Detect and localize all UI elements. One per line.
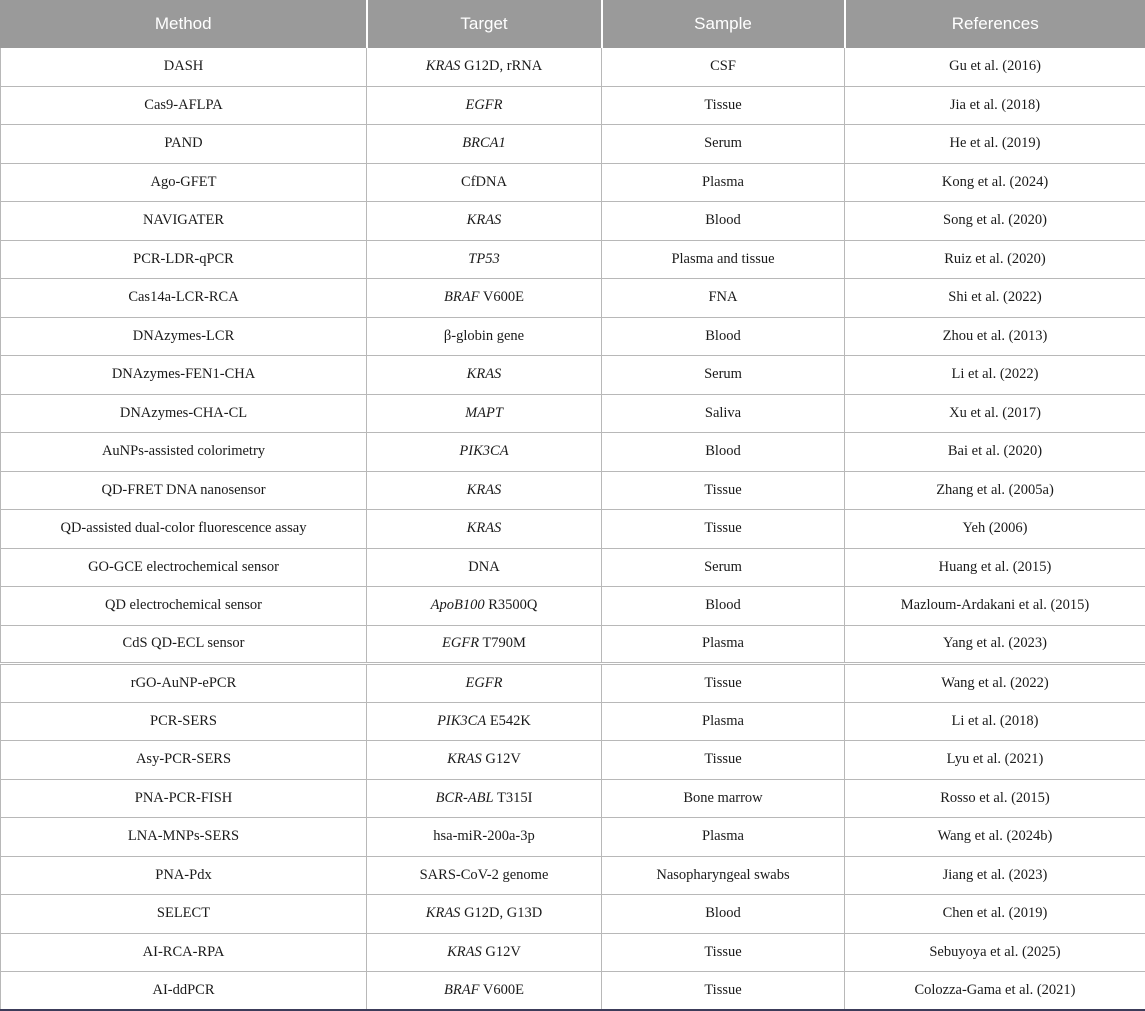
table-row xyxy=(1,972,1145,1011)
table-row xyxy=(1,471,1145,510)
sample-cell: Plasma xyxy=(602,625,845,664)
table-row xyxy=(1,86,1145,125)
method-cell: PCR-LDR-qPCR xyxy=(1,240,367,279)
table-row xyxy=(1,356,1145,395)
sample-cell: Blood xyxy=(602,433,845,472)
table-row xyxy=(1,394,1145,433)
gene-name-italic: ApoB100 xyxy=(431,597,485,613)
target-cell xyxy=(367,202,602,241)
sample-cell: Tissue xyxy=(602,972,845,1011)
target-cell: hsa-miR-200a-3p xyxy=(367,818,602,857)
method-cell: PNA-Pdx xyxy=(1,856,367,895)
gene-name-italic: EGFR xyxy=(465,97,502,113)
sample-cell: Bone marrow xyxy=(602,779,845,818)
table-row xyxy=(1,895,1145,934)
target-cell: PIK3CA E542K xyxy=(367,702,602,741)
gene-name-italic: KRAS xyxy=(467,482,502,498)
gene-name-italic: MAPT xyxy=(465,405,503,421)
gene-name-italic: KRAS xyxy=(467,212,502,228)
table-row xyxy=(1,202,1145,241)
gene-name-italic: KRAS xyxy=(426,905,461,921)
method-cell: CdS QD-ECL sensor xyxy=(1,625,367,664)
table-row xyxy=(1,741,1145,780)
column-header-references: References xyxy=(845,1,1145,48)
method-cell: PAND xyxy=(1,125,367,164)
method-cell: DNAzymes-LCR xyxy=(1,317,367,356)
target-cell xyxy=(367,433,602,472)
sample-cell: Tissue xyxy=(602,86,845,125)
target-cell: BRAF V600E xyxy=(367,279,602,318)
method-cell: Asy-PCR-SERS xyxy=(1,741,367,780)
method-cell: LNA-MNPs-SERS xyxy=(1,818,367,857)
gene-name-italic: KRAS xyxy=(447,751,482,767)
column-header-sample: Sample xyxy=(602,1,845,48)
table-row xyxy=(1,702,1145,741)
gene-name-italic: BCR-ABL xyxy=(436,790,494,806)
reference-cell: Li et al. (2018) xyxy=(845,702,1145,741)
reference-cell: Yang et al. (2023) xyxy=(845,625,1145,664)
target-cell: SARS-CoV-2 genome xyxy=(367,856,602,895)
method-cell: PNA-PCR-FISH xyxy=(1,779,367,818)
gene-name-italic: TP53 xyxy=(468,251,499,267)
gene-name-italic: KRAS xyxy=(426,58,461,74)
table-body xyxy=(1,48,1145,1011)
sample-cell: Blood xyxy=(602,202,845,241)
target-cell xyxy=(367,510,602,549)
sample-cell: Tissue xyxy=(602,664,845,703)
gene-name-italic: PIK3CA xyxy=(437,713,486,729)
gene-name-italic: BRAF xyxy=(444,982,479,998)
sample-cell: Nasopharyngeal swabs xyxy=(602,856,845,895)
method-cell: QD electrochemical sensor xyxy=(1,587,367,626)
table-row xyxy=(1,779,1145,818)
target-cell: CfDNA xyxy=(367,163,602,202)
sample-cell: Saliva xyxy=(602,394,845,433)
reference-cell: Jiang et al. (2023) xyxy=(845,856,1145,895)
reference-cell: Sebuyoya et al. (2025) xyxy=(845,933,1145,972)
table-row xyxy=(1,625,1145,664)
sample-cell: Tissue xyxy=(602,741,845,780)
target-cell: KRAS G12V xyxy=(367,933,602,972)
gene-name-italic: BRAF xyxy=(444,289,479,305)
reference-cell: Jia et al. (2018) xyxy=(845,86,1145,125)
sample-cell: Plasma xyxy=(602,818,845,857)
table-row xyxy=(1,664,1145,703)
target-cell xyxy=(367,356,602,395)
target-cell: BCR-ABL T315I xyxy=(367,779,602,818)
reference-cell: Mazloum-Ardakani et al. (2015) xyxy=(845,587,1145,626)
target-cell xyxy=(367,125,602,164)
target-cell xyxy=(367,471,602,510)
table-row xyxy=(1,856,1145,895)
table-row xyxy=(1,163,1145,202)
table-row xyxy=(1,240,1145,279)
target-cell: β-globin gene xyxy=(367,317,602,356)
target-cell: KRAS G12V xyxy=(367,741,602,780)
target-cell xyxy=(367,240,602,279)
reference-cell: Gu et al. (2016) xyxy=(845,48,1145,87)
gene-name-italic: EGFR xyxy=(442,635,479,651)
reference-cell: Ruiz et al. (2020) xyxy=(845,240,1145,279)
sample-cell: Tissue xyxy=(602,510,845,549)
target-cell: KRAS G12D, rRNA xyxy=(367,48,602,87)
gene-name-italic: KRAS xyxy=(467,520,502,536)
reference-cell: He et al. (2019) xyxy=(845,125,1145,164)
method-cell: rGO-AuNP-ePCR xyxy=(1,664,367,703)
reference-cell: Zhou et al. (2013) xyxy=(845,317,1145,356)
method-cell: NAVIGATER xyxy=(1,202,367,241)
method-cell: SELECT xyxy=(1,895,367,934)
reference-cell: Kong et al. (2024) xyxy=(845,163,1145,202)
sample-cell: Serum xyxy=(602,548,845,587)
target-cell: EGFR T790M xyxy=(367,625,602,664)
sample-cell: Serum xyxy=(602,125,845,164)
gene-name-italic: KRAS xyxy=(447,944,482,960)
sample-cell: FNA xyxy=(602,279,845,318)
method-cell: GO-GCE electrochemical sensor xyxy=(1,548,367,587)
reference-cell: Bai et al. (2020) xyxy=(845,433,1145,472)
target-cell xyxy=(367,394,602,433)
target-cell xyxy=(367,664,602,703)
gene-name-italic: BRCA1 xyxy=(462,135,506,151)
method-cell: Cas14a-LCR-RCA xyxy=(1,279,367,318)
column-header-target: Target xyxy=(367,1,602,48)
table-row xyxy=(1,818,1145,857)
method-cell: QD-FRET DNA nanosensor xyxy=(1,471,367,510)
method-cell: DNAzymes-CHA-CL xyxy=(1,394,367,433)
method-cell: PCR-SERS xyxy=(1,702,367,741)
table-row xyxy=(1,279,1145,318)
reference-cell: Shi et al. (2022) xyxy=(845,279,1145,318)
table-row xyxy=(1,933,1145,972)
sample-cell: Plasma xyxy=(602,163,845,202)
reference-cell: Zhang et al. (2005a) xyxy=(845,471,1145,510)
reference-cell: Song et al. (2020) xyxy=(845,202,1145,241)
sample-cell: Tissue xyxy=(602,933,845,972)
reference-cell: Yeh (2006) xyxy=(845,510,1145,549)
sample-cell: Tissue xyxy=(602,471,845,510)
target-cell: DNA xyxy=(367,548,602,587)
table-row xyxy=(1,510,1145,549)
method-cell: Ago-GFET xyxy=(1,163,367,202)
method-cell: AI-ddPCR xyxy=(1,972,367,1011)
sample-cell: Serum xyxy=(602,356,845,395)
target-cell: ApoB100 R3500Q xyxy=(367,587,602,626)
table-row xyxy=(1,125,1145,164)
reference-cell: Rosso et al. (2015) xyxy=(845,779,1145,818)
table-row xyxy=(1,317,1145,356)
table-row xyxy=(1,587,1145,626)
sample-cell: Blood xyxy=(602,317,845,356)
reference-cell: Xu et al. (2017) xyxy=(845,394,1145,433)
gene-name-italic: EGFR xyxy=(465,675,502,691)
reference-cell: Li et al. (2022) xyxy=(845,356,1145,395)
method-cell: QD-assisted dual-color fluorescence assay xyxy=(1,510,367,549)
sample-cell: Blood xyxy=(602,587,845,626)
reference-cell: Chen et al. (2019) xyxy=(845,895,1145,934)
target-cell: BRAF V600E xyxy=(367,972,602,1011)
reference-cell: Lyu et al. (2021) xyxy=(845,741,1145,780)
reference-cell: Wang et al. (2024b) xyxy=(845,818,1145,857)
sample-cell: Blood xyxy=(602,895,845,934)
column-header-method: Method xyxy=(1,1,367,48)
reference-cell: Colozza-Gama et al. (2021) xyxy=(845,972,1145,1011)
method-cell: AuNPs-assisted colorimetry xyxy=(1,433,367,472)
reference-cell: Wang et al. (2022) xyxy=(845,664,1145,703)
sample-cell: Plasma and tissue xyxy=(602,240,845,279)
table-row xyxy=(1,48,1145,87)
sample-cell: CSF xyxy=(602,48,845,87)
method-cell: DASH xyxy=(1,48,367,87)
reference-cell: Huang et al. (2015) xyxy=(845,548,1145,587)
table-row xyxy=(1,548,1145,587)
method-cell: Cas9-AFLPA xyxy=(1,86,367,125)
target-cell xyxy=(367,86,602,125)
sample-cell: Plasma xyxy=(602,702,845,741)
table-row xyxy=(1,433,1145,472)
gene-name-italic: KRAS xyxy=(467,366,502,382)
target-cell: KRAS G12D, G13D xyxy=(367,895,602,934)
method-cell: AI-RCA-RPA xyxy=(1,933,367,972)
header-row xyxy=(1,1,1145,48)
method-cell: DNAzymes-FEN1-CHA xyxy=(1,356,367,395)
gene-name-italic: PIK3CA xyxy=(459,443,508,459)
